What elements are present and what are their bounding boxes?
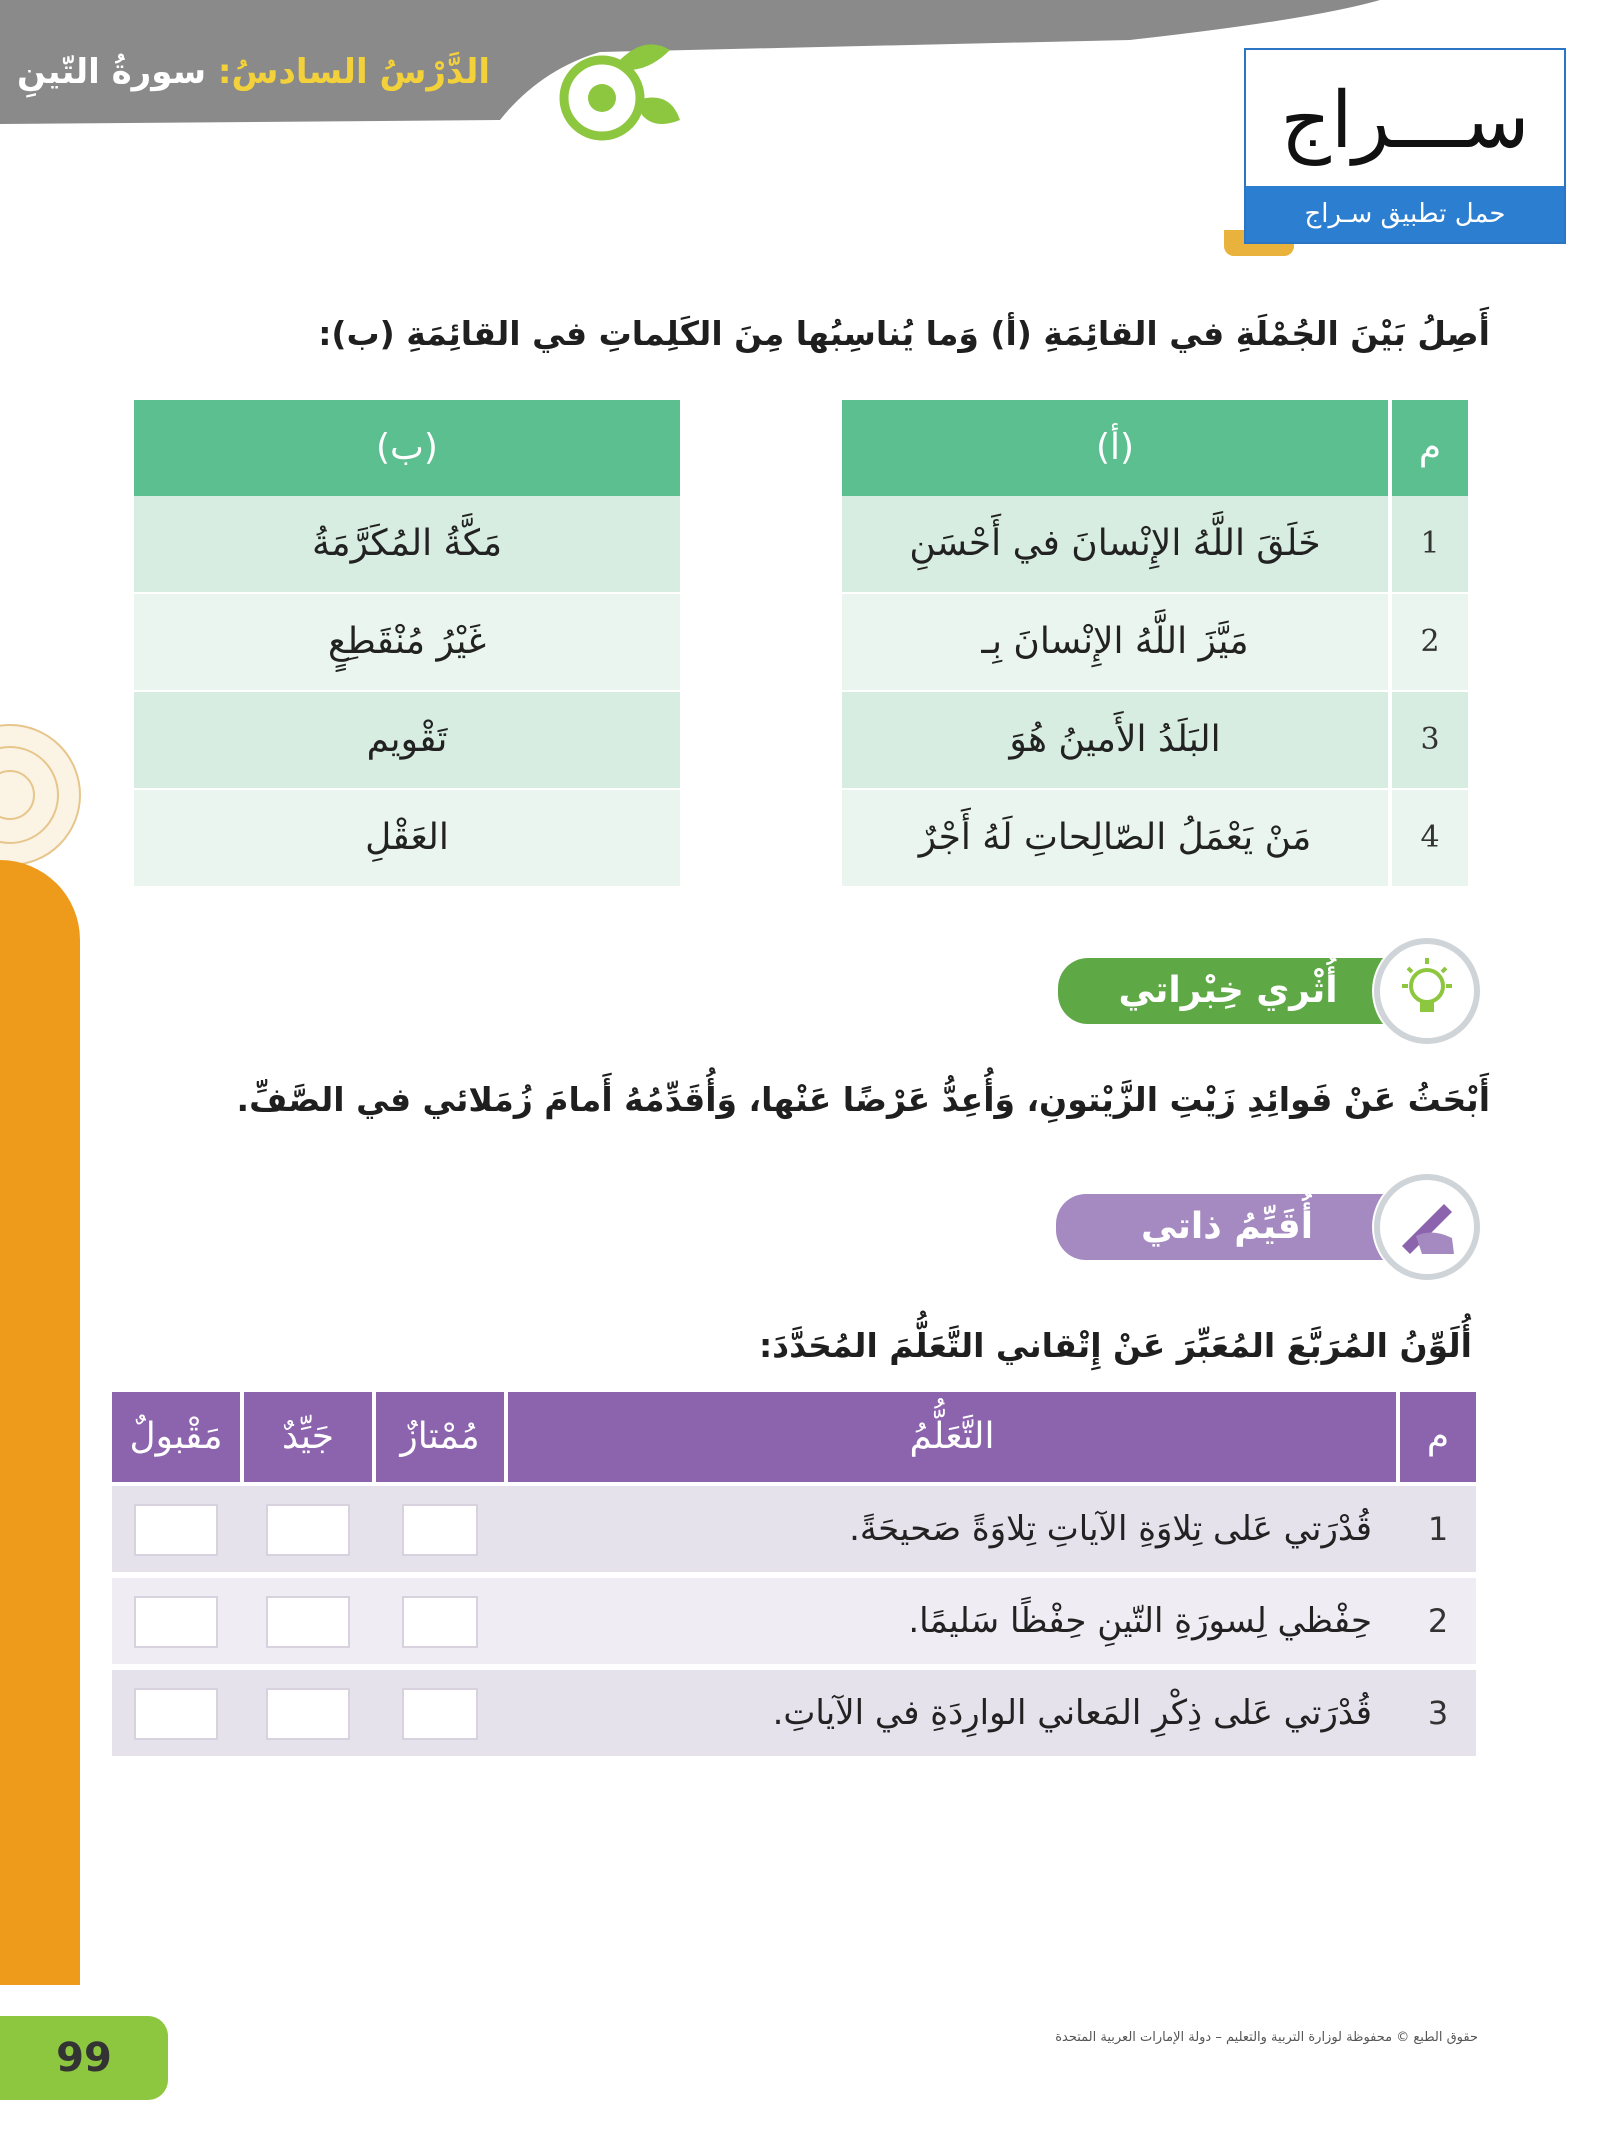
col-good-header: جَيِّدٌ: [244, 1392, 372, 1482]
rating-box-excellent[interactable]: [402, 1504, 478, 1556]
list-b-table: [134, 400, 680, 886]
list-item-b[interactable]: غَيْرُ مُنْقَطِعٍ: [134, 594, 680, 690]
rating-box-acceptable[interactable]: [134, 1504, 218, 1556]
leaf-swirl-icon: [550, 40, 690, 150]
list-item-b[interactable]: مَكَّةُ المُكَرَّمَةُ: [134, 496, 680, 592]
left-side-band: [0, 860, 80, 1985]
col-b-header: (ب): [134, 400, 680, 496]
learning-item: قُدْرَتي عَلى تِلاوَةِ الآياتِ تِلاوَةً صَحيحَةً.: [849, 1509, 1372, 1549]
siraj-logo-word: ســـراج: [1280, 76, 1530, 166]
rating-box-acceptable[interactable]: [134, 1596, 218, 1648]
col-learning-header: التَّعَلُّمُ: [508, 1392, 1396, 1482]
row-number: 3: [1392, 692, 1468, 788]
lesson-name: سورةُ التّينِ: [17, 52, 207, 92]
row-number: 2: [1427, 1602, 1449, 1640]
lightbulb-icon: [1372, 936, 1482, 1046]
list-item-a[interactable]: مَنْ يَعْمَلُ الصّالِحاتِ لَهُ أَجْرٌ: [842, 790, 1388, 886]
enrich-text: أَبْحَثُ عَنْ فَوائِدِ زَيْتِ الزَّيْتونِ، وَأُعِدُّ عَرْضًا عَنْها، وَأُقَدِّمُهُ أَمامَ زُمَلائي في الصَّفِّ.: [236, 1080, 1490, 1119]
rating-box-good[interactable]: [266, 1596, 350, 1648]
col-num-header: م: [1400, 1392, 1476, 1482]
self-eval-title: أُقَيِّمُ ذاتي: [1056, 1194, 1398, 1260]
col-num-header: م: [1392, 400, 1468, 496]
rating-box-excellent[interactable]: [402, 1688, 478, 1740]
row-number: 4: [1392, 790, 1468, 886]
page-number: 99: [0, 2016, 168, 2100]
list-item-a[interactable]: البَلَدُ الأَمينُ هُوَ: [842, 692, 1388, 788]
col-a-header: (أ): [842, 400, 1388, 496]
rating-box-excellent[interactable]: [402, 1596, 478, 1648]
row-number: 1: [1392, 496, 1468, 592]
self-eval-table: [112, 1392, 1476, 1760]
col-acceptable-header: مَقْبولٌ: [112, 1392, 240, 1482]
lesson-label: الدَّرْسُ السادسُ:: [217, 52, 490, 92]
pen-hand-icon: [1372, 1172, 1482, 1282]
siraj-logo[interactable]: [1244, 48, 1566, 244]
list-item-a[interactable]: مَيَّزَ اللَّهُ الإِنْسانَ بِـ: [842, 594, 1388, 690]
rating-box-acceptable[interactable]: [134, 1688, 218, 1740]
self-eval-instruction: أُلَوِّنُ المُرَبَّعَ المُعَبِّرَ عَنْ إِتْقاني التَّعَلُّمَ المُحَدَّدَ:: [758, 1326, 1472, 1365]
col-excellent-header: مُمْتازٌ: [376, 1392, 504, 1482]
enrich-title: أُثْري خِبْراتي: [1058, 958, 1398, 1024]
match-instruction: أَصِلُ بَيْنَ الجُمْلَةِ في القائِمَةِ (أ) وَما يُناسِبُها مِنَ الكَلِماتِ في القائِمَةِ (ب):: [318, 314, 1490, 353]
learning-item: قُدْرَتي عَلى ذِكْرِ المَعاني الوارِدَةِ في الآياتِ.: [772, 1693, 1372, 1733]
rating-box-good[interactable]: [266, 1688, 350, 1740]
row-number: 1: [1427, 1510, 1449, 1548]
rating-box-good[interactable]: [266, 1504, 350, 1556]
copyright-notice: حقوق الطبع © محفوظة لوزارة التربية والتعليم – دولة الإمارات العربية المتحدة: [1055, 2030, 1478, 2045]
siraj-logo-tagline: حمل تطبيق سـراج: [1246, 186, 1564, 242]
list-item-b[interactable]: تَقْويم: [134, 692, 680, 788]
list-a-table: [842, 400, 1468, 886]
list-item-b[interactable]: العَقْلِ: [134, 790, 680, 886]
row-number: 3: [1427, 1694, 1449, 1732]
learning-item: حِفْظي لِسورَةِ التّينِ حِفْظًا سَليمًا.: [908, 1601, 1372, 1641]
list-item-a[interactable]: خَلَقَ اللَّهُ الإِنْسانَ في أَحْسَنِ: [842, 496, 1388, 592]
lesson-title: [17, 42, 490, 102]
row-number: 2: [1392, 594, 1468, 690]
